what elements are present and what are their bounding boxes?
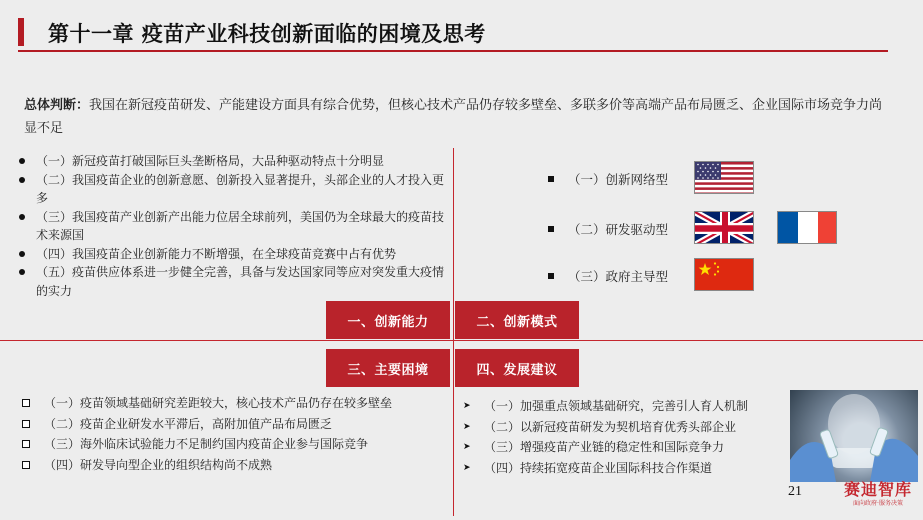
- capability-item: （四）我国疫苗企业创新能力不断增强，在全球疫苗竞赛中占有优势: [16, 245, 446, 264]
- difficulty-item: （二）疫苗企业研发水平滞后，高附加值产品布局匮乏: [20, 414, 450, 435]
- mode-label: （一）创新网络型: [568, 172, 669, 187]
- quadrant-innovation-mode: 二、创新模式: [455, 301, 579, 339]
- vaccine-vial-photo: [790, 390, 918, 482]
- difficulty-item: （三）海外临床试验能力不足制约国内疫苗企业参与国际竞争: [20, 434, 450, 455]
- bullet-square: [548, 176, 554, 182]
- france-flag: [777, 211, 837, 244]
- capability-item: （一）新冠疫苗打破国际巨头垄断格局，大品种驱动特点十分明显: [16, 152, 446, 171]
- mode-label: （二）研发驱动型: [568, 222, 669, 237]
- summary-text: 我国在新冠疫苗研发、产能建设方面具有综合优势，但核心技术产品仍存较多壁垒、多联多价等高端产品布局匮乏、企业国际市场竞争力尚显不足: [24, 98, 883, 136]
- mode-label: （三）政府主导型: [568, 269, 669, 284]
- difficulty-item: （四）研发导向型企业的组织结构尚不成熟: [20, 455, 450, 476]
- capability-item: （五）疫苗供应体系进一步健全完善，具备与发达国家同等应对突发重大疫情的实力: [16, 263, 446, 300]
- us-flag: [694, 161, 754, 194]
- vertical-divider: [453, 148, 454, 516]
- page-title: 第十一章 疫苗产业科技创新面临的困境及思考: [48, 22, 486, 46]
- suggestion-item: ➤ （三）增强疫苗产业链的稳定性和国际竞争力: [462, 437, 792, 458]
- difficulty-item: （一）疫苗领域基础研究差距较大，核心技术产品仍存在较多壁垒: [20, 393, 450, 414]
- suggestion-list: [462, 396, 792, 478]
- bullet-square: [548, 226, 554, 232]
- saidi-logo: [836, 481, 920, 515]
- logo-tagline: 面向政府·服务决策: [853, 500, 903, 507]
- suggestion-item: ➤ （四）持续拓宽疫苗企业国际科技合作渠道: [462, 458, 792, 479]
- capability-item: （三）我国疫苗产业创新产出能力位居全球前列，美国仍为全球最大的疫苗技术来源国: [16, 208, 446, 245]
- capability-item: （二）我国疫苗企业的创新意愿、创新投入显著提升，头部企业的人才投入更多: [16, 171, 446, 208]
- title-accent: [18, 18, 40, 46]
- suggestion-item: ➤ （二）以新冠疫苗研发为契机培育优秀头部企业: [462, 417, 792, 438]
- difficulty-list: [20, 393, 450, 475]
- title-bar: [18, 14, 888, 52]
- china-flag: [694, 258, 754, 291]
- capability-list: [16, 152, 446, 300]
- page-number: 21: [788, 484, 802, 499]
- mode-item: [548, 162, 668, 196]
- quadrant-innovation-capability: 一、创新能力: [326, 301, 450, 339]
- horizontal-divider: [0, 340, 923, 341]
- uk-flag: [694, 211, 754, 244]
- bullet-square: [548, 273, 554, 279]
- mode-item: [548, 259, 668, 293]
- mode-item: [548, 212, 668, 246]
- quadrant-main-difficulties: 三、主要困境: [326, 349, 450, 387]
- logo-name: 赛迪智库: [843, 480, 912, 499]
- summary-label: 总体判断：: [24, 98, 90, 113]
- quadrant-development-suggestions: 四、发展建议: [455, 349, 579, 387]
- summary: [24, 94, 894, 140]
- suggestion-item: ➤ （一）加强重点领域基础研究，完善引人育人机制: [462, 396, 792, 417]
